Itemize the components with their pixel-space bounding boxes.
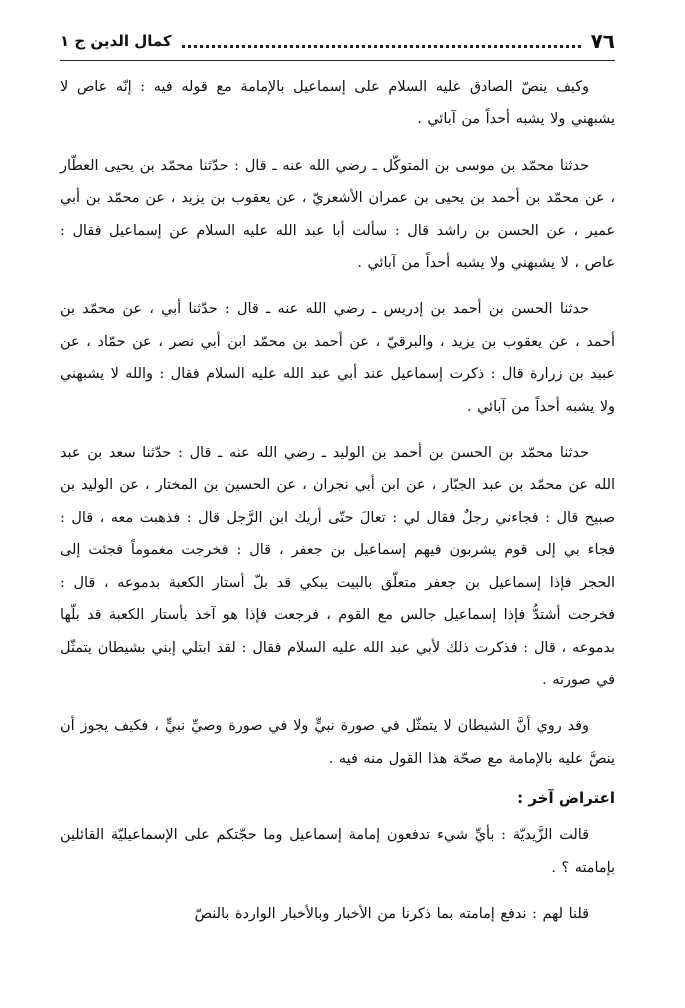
- page-header: [60, 22, 615, 56]
- paragraph-6: قالت الزَّيديّة : بأيِّ شيء تدفعون إمامة إسماعيل وما حجّتكم على الإسماعيليّة القائلين بإمامته ؟ .: [60, 827, 615, 876]
- page-number: ٧٦: [590, 29, 615, 53]
- section-heading: اعتراض آخر :: [517, 789, 615, 808]
- paragraph-7: قلنا لهم : ندفع إمامته بما ذكرنا من الأخبار وبالأخبار الواردة بالنصّ: [194, 905, 589, 922]
- page-body: [60, 71, 615, 930]
- paragraph-4: حدثنا محمّد بن الحسن بن أحمد بن الوليد ـ رضي الله عنه ـ قال : حدّثنا سعد بن عبد الله عن محمّد بن عبد الجبّار ، عن ابن أبي نجران ، عن الحسين بن المختار ، عن الوليد بن صبيح قال : فجاءني رجلٌ فقال لي : تعالَ حتّى أريك ابن الرَّجل قال : فذهبت معه ، قال : فجاء بي إلى قوم يشربون فيهم إسماعيل بن جعفر ، قال : فخرجت مغموماً فجئت إلى الحجر فإذا إسماعيل بن جعفر متعلّق بالبيت يبكي قد بلّ أستار الكعبة بدموعه ، قال : فخرجت أشتدُّ فإذا إسماعيل جالس مع القوم ، فرجعت فإذا هو آخذ بأستار الكعبة قد بلّها بدموعه ، قال : فذكرت ذلك لأبي عبد الله عليه السلام فقال : لقد ابتلي إبني بشيطان يتمثّل في صورته .: [60, 445, 616, 688]
- paragraph-3: حدثنا الحسن بن أحمد بن إدريس ـ رضي الله عنه ـ قال : حدّثنا أبي ، عن محمّد بن أحمد ، عن يعقوب بن يزيد ، والبرقيّ ، عن أحمد بن محمّد ابن أبي نصر ، عن حمّاد ، عن عبيد بن زرارة قال : ذكرت إسماعيل عند أبي عبد الله عليه السلام فقال : والله لا يشبهني ولا يشبه أحداً من آبائي .: [60, 301, 615, 415]
- book-page: [60, 22, 615, 1002]
- dotted-leader: [182, 45, 581, 48]
- paragraph-5: وقد روي أنَّ الشيطان لا يتمثّل في صورة نبيٍّ ولا في صورة وصيِّ نبيٍّ ، فكيف يجوز أن ينصَّ عليه بالإمامة مع صحّة هذا القول منه فيه .: [60, 718, 615, 767]
- header-rule: [60, 60, 615, 61]
- paragraph-1: وكيف ينصّ الصادق عليه السلام على إسماعيل بالإمامة مع قوله فيه : إنّه عاص لا يشبهني ولا يشبه أحداً من آبائي .: [60, 79, 615, 128]
- running-title: كمال الدين ج ١: [60, 32, 172, 50]
- paragraph-2: حدثنا محمّد بن موسى بن المتوكّل ـ رضي الله عنه ـ قال : حدّثنا محمّد بن يحيى العطّار ، عن محمّد بن أحمد بن يحيى بن عمران الأشعريّ ، عن يعقوب بن يزيد ، عن محمّد بن أبي عمير ، عن الحسن بن راشد قال : سألت أبا عبد الله عليه السلام عن إسماعيل فقال : عاص ، لا يشبهني ولا يشبه أحداً من آبائي .: [60, 157, 615, 272]
